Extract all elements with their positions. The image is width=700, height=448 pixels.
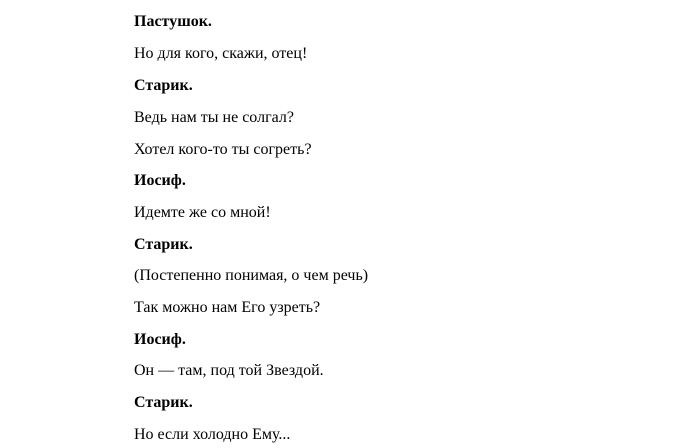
speaker-name: Старик. (134, 77, 193, 94)
speaker-name: Пастушок. (134, 13, 212, 30)
dialogue-line: Ведь нам ты не солгал? (134, 109, 294, 126)
speaker-name: Старик. (134, 236, 193, 253)
dialogue-line: Он — там, под той Звездой. (134, 362, 324, 379)
dialogue-line: Хотел кого-то ты согреть? (134, 141, 312, 158)
dialogue-line: Так можно нам Его узреть? (134, 299, 321, 316)
speaker-name: Иосиф. (134, 172, 186, 189)
speaker-name: Старик. (134, 394, 193, 411)
dialogue-line: Идемте же со мной! (134, 204, 271, 221)
dialogue-line: Но если холодно Ему... (134, 426, 291, 443)
stage-direction: (Постепенно понимая, о чем речь) (134, 267, 369, 284)
dialogue-line: Но для кого, скажи, отец! (134, 45, 308, 62)
speaker-name: Иосиф. (134, 331, 186, 348)
